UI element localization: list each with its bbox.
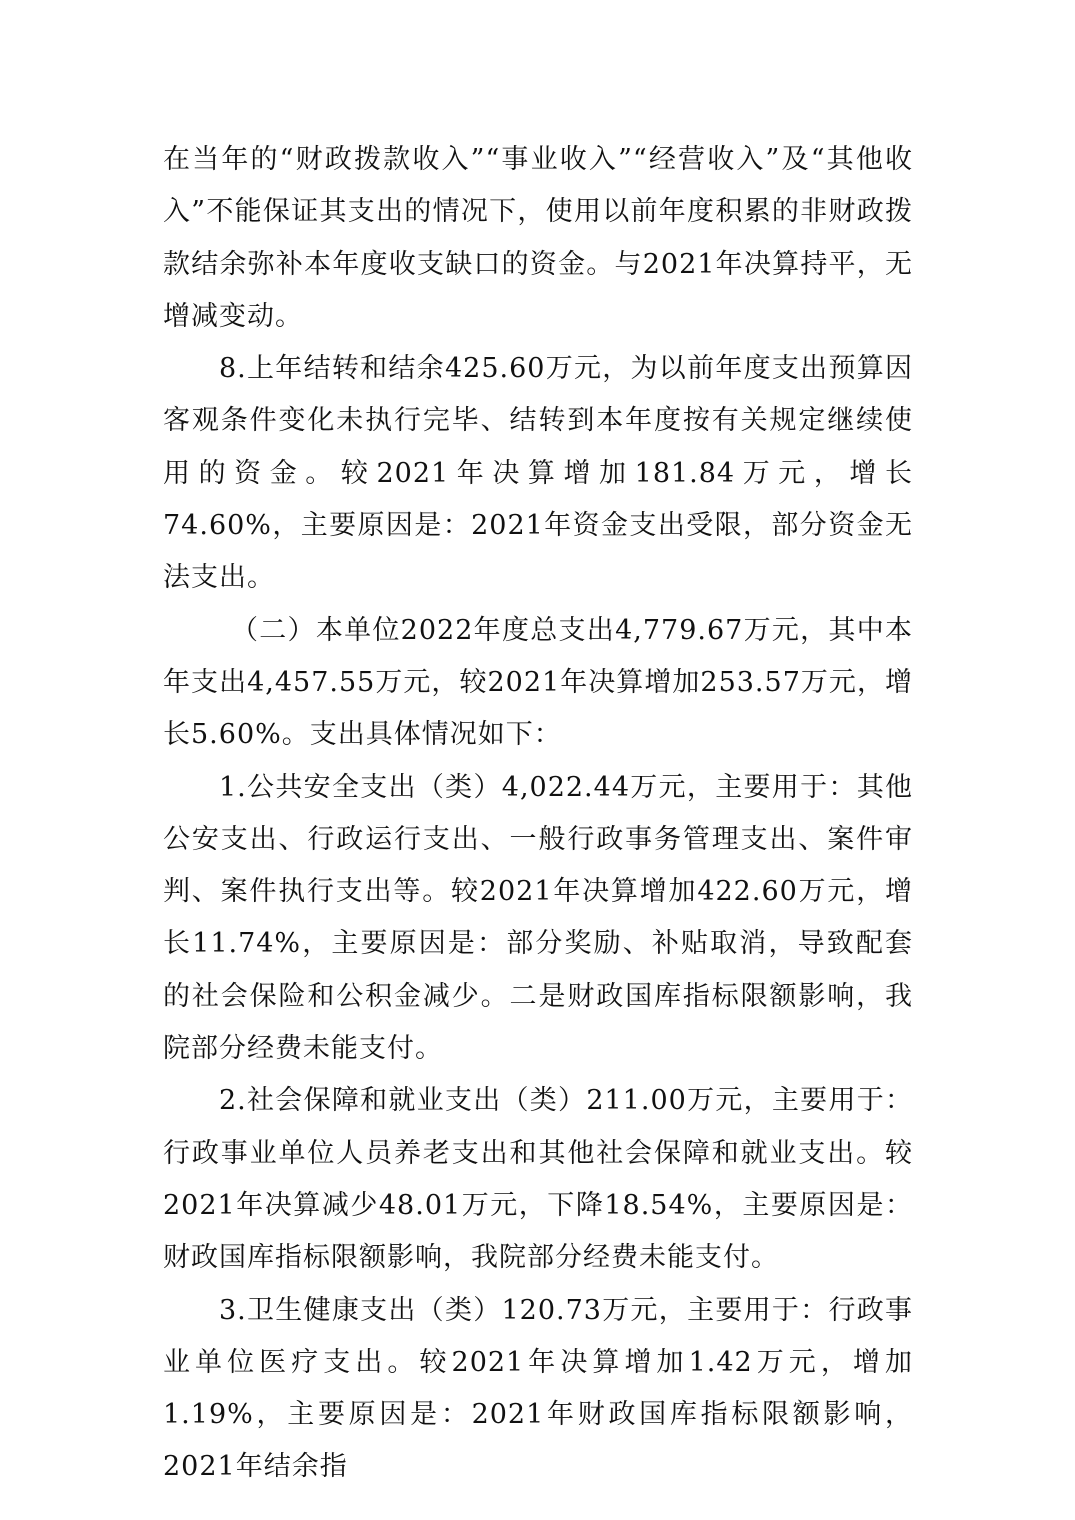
document-page (163, 134, 913, 1494)
paragraph-public-security: 1.公共安全支出（类）4,022.44万元，主要用于：其他公安支出、行政运行支出、一般行政事务管理支出、案件审判、案件执行支出等。较2021年决算增加422.60万元，增长11.74%，主要原因是：部分奖励、补贴取消，导致配套的社会保险和公积金减少。二是财政国库指标限额影响，我院部分经费未能支付。 (163, 771, 913, 1065)
paragraph-total-expenditure: （二）本单位2022年度总支出4,779.67万元，其中本年支出4,457.55万元，较2021年决算增加253.57万元，增长5.60%。支出具体情况如下： (163, 614, 913, 751)
paragraph-balance-continuation: 在当年的“财政拨款收入”“事业收入”“经营收入”及“其他收入”不能保证其支出的情况下，使用以前年度积累的非财政拨款结余弥补本年度收支缺口的资金。与2021年决算持平，无增减变动。 (163, 144, 913, 332)
paragraph-social-security: 2.社会保障和就业支出（类）211.00万元，主要用于：行政事业单位人员养老支出和其他社会保障和就业支出。较2021年决算减少48.01万元，下降18.54%，主要原因是：财政国库指标限额影响，我院部分经费未能支付。 (163, 1085, 913, 1274)
paragraph-health: 3.卫生健康支出（类）120.73万元，主要用于：行政事业单位医疗支出。较2021年决算增加1.42万元，增加1.19%，主要原因是：2021年财政国库指标限额影响，2021年结余指 (163, 1294, 913, 1483)
paragraph-carryover: 8.上年结转和结余425.60万元，为以前年度支出预算因客观条件变化未执行完毕、结转到本年度按有关规定继续使用的资金。较2021年决算增加181.84万元，增长74.60%，主要原因是：2021年资金支出受限，部分资金无法支出。 (163, 353, 913, 594)
